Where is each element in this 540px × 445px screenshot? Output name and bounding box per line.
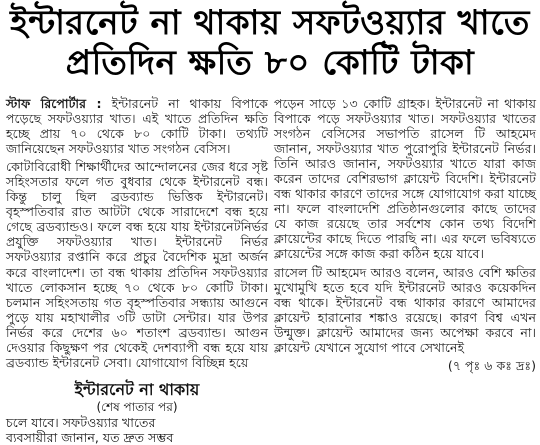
- byline: স্টাফ রিপোর্টার :: [6, 96, 102, 111]
- jump-body-line: ব্যবসায়ীরা জানান, যত দ্রুত সম্ভব: [6, 430, 174, 445]
- headline-line-2: প্রতিদিন ক্ষতি ৮০ কোটি টাকা: [65, 43, 475, 83]
- jump-body-line: চলে যাবে। সফটওয়্যার খাতের: [6, 415, 156, 430]
- jump-subtitle: (শেষ পাতার পর): [96, 400, 178, 414]
- jump-continuation: [6, 380, 268, 445]
- article-paragraph: [6, 96, 268, 156]
- continuation-note: (৭ পৃঃ ৬ কঃ দ্রঃ): [447, 357, 536, 373]
- headline-line-1: ইন্টারনেট না থাকায় সফটওয়্যার খাতে: [10, 3, 530, 43]
- article-column-right: [274, 96, 536, 373]
- article-paragraph: কোটাবিরোধী শিক্ষার্থীদের আন্দোলনের জের ধরে সৃষ্ট সহিংসতার ফলে গত বুধবার থেকে ইন্টারনেট বন্ধ। কিন্তু চালু ছিল ব্রডব্যান্ড ভিত্তিক ইন্টারনেট। বৃহস্পতিবার রাত আটটা থেকে সারাদেশে বন্ধ হয়ে গেছে ব্রডব্যান্ডও। ফলে বন্ধ হয়ে যায় ইন্টারনেটনির্ভর প্রযুক্তি সফটওয়্যার খাত। ইন্টারনেট নির্ভর সফটওয়্যার রপ্তানি করে প্রচুর বৈদেশিক মুদ্রা অর্জন করে বাংলাদেশ। তা বন্ধ থাকায় প্রতিদিন সফটওয়্যার খাতে লোকসান হচ্ছে ৭০ থেকে ৮০ কোটি টাকা। চলমান সহিংসতায় গত বৃহস্পতিবার সন্ধ্যায় আগুনে পুড়ে যায় মহাখালীর ৩টি ডাটা সেন্টার। যার উপর নির্ভর করে দেশের ৬০ শতাংশ ব্রডব্যান্ড। আগুন দেওয়ার কিছুক্ষণ পর থেকেই দেশব্যাপী বন্ধ হয়ে যায় ব্রডব্যান্ড ইন্টারনেট সেবা। যোগাযোগ বিচ্ছিন্ন হয়ে: [6, 159, 268, 370]
- article-paragraph: রাসেল টি আহমেদ আরও বলেন, আরও বেশি ক্ষতির মুখোমুখি হতে হবে যদি ইন্টারনেট আরও কয়েকদিন বন্ধ থাকে। ইন্টারনেট বন্ধ থাকার কারণে আমাদের ক্লায়েন্ট হারানোর শঙ্কাও রয়েছে। কারণ বিশ্ব এখন উন্মুক্ত। ক্লায়েন্ট আমাদের জন্য অপেক্ষা করবে না। ক্লায়েন্ট যেখানে সুযোগ পাবে সেখানেই: [274, 264, 536, 355]
- article-paragraph: পড়েন সাড়ে ১৩ কোটি গ্রাহক। ইন্টারনেট না থাকায় বিপাকে পড়ে সফটওয়্যার খাত। সফটওয়্যার খাতের সংগঠন বেসিসের সভাপতি রাসেল টি আহমেদ জানান, সফটওয়্যার খাত পুরোপুরি ইন্টারনেট নির্ভর। তিনি আরও জানান, সফটওয়্যার খাতে যারা কাজ করেন তাদের বেশিরভাগ ক্লায়েন্ট বিদেশি। ইন্টারনেট বন্ধ থাকার কারণে তাদের সঙ্গে যোগাযোগ করা যাচ্ছে না। ফলে বাংলাদেশি প্রতিষ্ঠানগুলোর কাছে তাদের যে কাজ রয়েছে তার সর্বশেষ কোন তথ্য বিদেশি ক্লায়েন্টের কাছে দিতে পারছি না। এর ফলে ভবিষ্যতে ক্লায়েন্টের সঙ্গে কাজ করা কঠিন হয়ে যাবে।: [274, 96, 536, 262]
- article-column-left: [6, 96, 268, 373]
- jump-title: ইন্টারনেট না থাকায়: [74, 380, 200, 399]
- paragraph-text: ইন্টারনেট না থাকায় বিপাকে পড়েছে সফটওয়্যার খাত। এই খাতে প্রতিদিন ক্ষতি হচ্ছে প্রায় ৭০ থেকে ৮০ কোটি টাকা। তথ্যটি জানিয়েছেন সফটওয়্যার খাত সংগঠন বেসিস।: [6, 96, 268, 157]
